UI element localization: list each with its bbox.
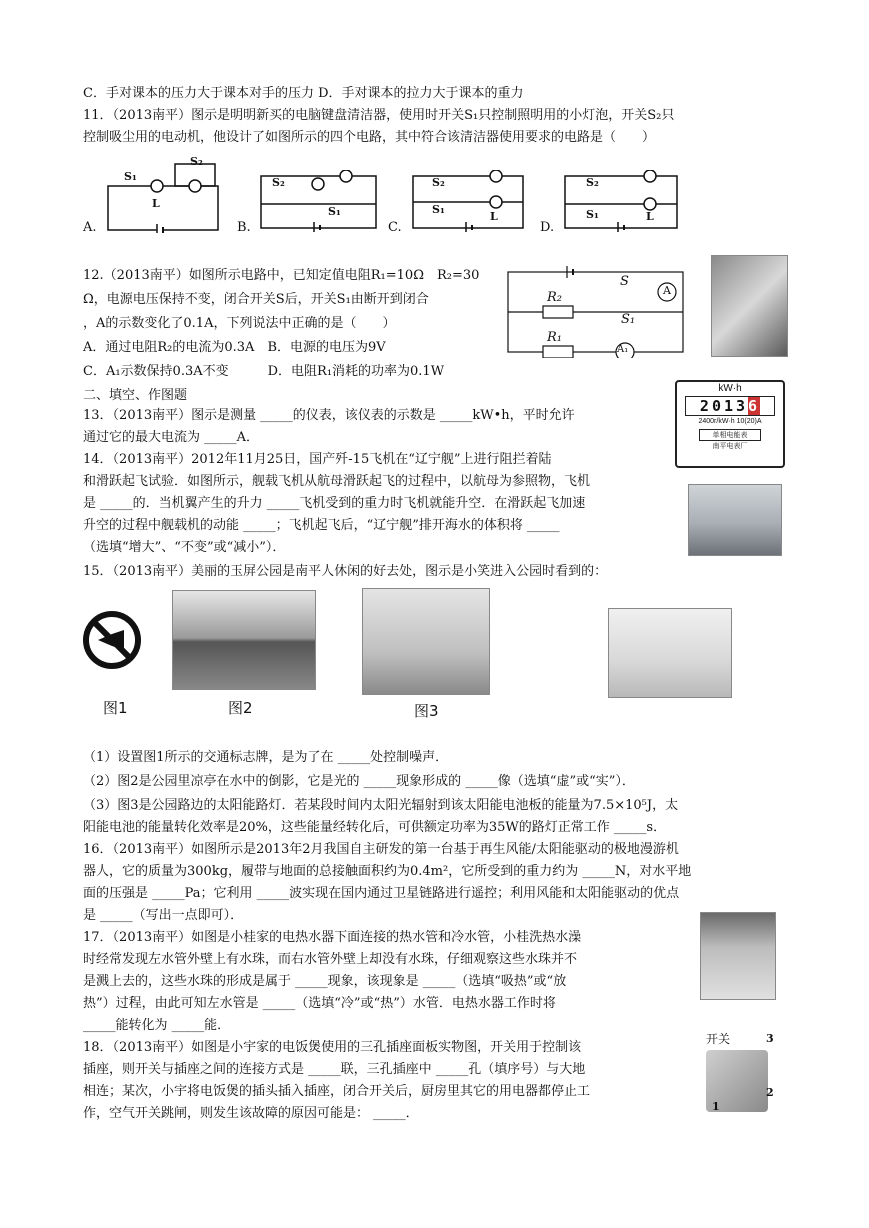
label-ammeter-a: A	[663, 284, 671, 297]
q12-line4: A．通过电阻R₂的电流为0.3A B．电源的电压为9V	[83, 340, 386, 355]
label-s1-a: S₁	[124, 170, 137, 183]
q14-line3: 是 _____的．当机翼产生的升力 _____飞机受到的重力时飞机就能升空．在滑跃起飞加速	[83, 496, 586, 511]
option-a-label: A.	[83, 220, 97, 235]
q14-line2: 和滑跃起飞试验．如图所示，舰载飞机从航母滑跃起飞的过程中，以航母为参照物，飞机	[83, 474, 591, 489]
label-s1-c: S₁	[432, 203, 445, 216]
q11-line1: 11．（2013南平）图示是明明新买的电脑键盘清洁器，使用时开关S₁只控制照明用的小灯泡，开关S₂只	[83, 108, 675, 123]
q15-sub3-line2: 阳能电池的能量转化效率是20%，这些能量经转化后，可供额定功率为35W的路灯正常工作 _____s．	[83, 820, 667, 835]
socket-panel	[696, 1030, 776, 1120]
q17-line2: 时经常发现左水管外壁上有水珠，而右水管外壁上却没有水珠，仔细观察这些水珠并不	[83, 952, 578, 967]
keyboard-cleaner-photo	[711, 255, 788, 357]
label-s: S	[620, 274, 629, 289]
label-ammeter-a1: A₁	[617, 344, 629, 355]
q15-sub2: （2）图2是公园里凉亭在水中的倒影，它是光的 _____现象形成的 _____像（选填“虚”或“实”）．	[83, 774, 635, 789]
q15-sub1: （1）设置图1所示的交通标志牌，是为了在 _____处控制噪声．	[83, 750, 449, 765]
aircraft-carrier-photo	[688, 484, 782, 556]
q17-line1: 17．（2013南平）如图是小桂家的电热水器下面连接的热水管和冷水管，小桂洗热水澡	[83, 930, 582, 945]
q12-circuit	[505, 262, 695, 358]
no-horn-sign	[82, 610, 142, 670]
figure-3-caption: 图3	[414, 702, 439, 720]
q14-line4: 升空的过程中舰载机的动能 _____；飞机起飞后，“辽宁舰”排开海水的体积将 _____	[83, 518, 560, 533]
option-c-label: C.	[388, 220, 402, 235]
q13-line1: 13．（2013南平）图示是测量 _____的仪表，该仪表的示数是 _____kW•h，平时允许	[83, 408, 575, 423]
q16-line2: 器人，它的质量为300kg，履带与地面的总接触面积约为0.4m²，它所受到的重力约为 _____N，对水平地	[83, 864, 692, 879]
q12-line3: ，A的示数变化了0.1A，下列说法中正确的是（ ）	[83, 316, 396, 331]
figure-1-caption: 图1	[103, 699, 128, 717]
label-s1-d: S₁	[586, 208, 599, 221]
label-r1: R₁	[547, 330, 562, 345]
socket-num-3: 3	[766, 1032, 774, 1045]
socket-num-2: 2	[766, 1086, 774, 1099]
q15-line: 15．（2013南平）美丽的玉屏公园是南平人休闲的好去处，图示是小笑进入公园时看到的：	[83, 564, 608, 579]
q14-line5: （选填“增大”、“不变”或“减小”）．	[83, 540, 286, 555]
option-c-d-line: C．手对课本的压力大于课本对手的压力 D．手对课本的拉力大于课本的重力	[83, 86, 524, 101]
label-s2-d: S₂	[586, 176, 599, 189]
q14-line1: 14．（2013南平）2012年11月25日，国产歼-15飞机在“辽宁舰”上进行阻拦着陆	[83, 452, 552, 467]
meter-caption1: 单相电能表	[699, 429, 761, 441]
q11-line2: 控制吸尘用的电动机，他设计了如图所示的四个电路，其中符合该清洁器使用要求的电路是（ ）	[83, 130, 656, 145]
socket-switch-label: 开关	[706, 1032, 731, 1046]
label-l-d: L	[646, 210, 654, 223]
q18-line1: 18．（2013南平）如图是小宇家的电饭煲使用的三孔插座面板实物图，开关用于控制该	[83, 1040, 582, 1055]
solar-street-lamp-photo	[362, 588, 490, 695]
q18-line2: 插座，则开关与插座之间的连接方式是 _____联，三孔插座中 _____孔（填序号）与大地	[83, 1062, 586, 1077]
polar-robot-photo	[608, 608, 732, 698]
label-s2-b: S₂	[272, 176, 285, 189]
q12-line1: 12.（2013南平）如图所示电路中，已知定值电阻R₁=10Ω R₂=30	[83, 268, 480, 283]
q18-line4: 作，空气开关跳闸，则发生该故障的原因可能是： _____．	[83, 1106, 419, 1121]
q17-line4: 热”）过程，由此可知左水管是 _____（选填“冷”或“热”）水管．电热水器工作时将	[83, 996, 556, 1011]
q16-line1: 16．（2013南平）如图所示是2013年2月我国自主研发的第一台基于再生风能/太阳能驱动的极地漫游机	[83, 842, 679, 857]
label-s2-a: S₂	[190, 155, 203, 168]
meter-last-digit: 6	[748, 397, 761, 415]
q12-line5: C．A₁示数保持0.3A不变 D．电阻R₁消耗的功率为0.1W	[83, 364, 445, 379]
circuit-a	[105, 158, 225, 233]
label-s1-b: S₁	[328, 205, 341, 218]
section-2-heading: 二、填空、作图题	[83, 388, 188, 403]
label-l-c: L	[490, 210, 498, 223]
label-l-a: L	[152, 197, 160, 210]
water-pipes-photo	[700, 912, 776, 1000]
label-s2-c: S₂	[432, 176, 445, 189]
label-s1-q12: S₁	[621, 312, 636, 327]
q17-line5: _____能转化为 _____能．	[83, 1018, 231, 1033]
q16-line3: 面的压强是 _____Pa；它利用 _____波实现在国内通过卫星链路进行遥控；利用风能和太阳能驱动的优点	[83, 886, 680, 901]
q15-sub3-line1: （3）图3是公园路边的太阳能路灯．若某段时间内太阳光辐射到该太阳能电池板的能量为7.5×10⁵J，太	[83, 798, 679, 813]
socket-num-1: 1	[712, 1100, 720, 1113]
option-d-label: D.	[540, 220, 555, 235]
option-b-label: B.	[237, 220, 251, 235]
meter-unit: kW·h	[718, 383, 742, 394]
circuit-d	[562, 170, 684, 232]
q18-line3: 相连；某次，小宇将电饭煲的插头插入插座，闭合开关后，厨房里其它的用电器都停止工	[83, 1084, 591, 1099]
q12-line2: Ω，电源电压保持不变，闭合开关S后，开关S₁由断开到闭合	[83, 292, 429, 307]
q13-line2: 通过它的最大电流为 _____A．	[83, 430, 260, 445]
pavilion-reflection-photo	[172, 590, 316, 690]
q17-line3: 是溅上去的，这些水珠的形成是属于 _____现象，该现象是 _____（选填“吸热”或“放	[83, 974, 567, 989]
circuit-c	[410, 170, 530, 232]
meter-caption2: 南平电表厂	[712, 442, 748, 450]
meter-reading: 2013	[699, 397, 749, 415]
meter-rating: 2400r/kW·h 10(20)A	[698, 418, 762, 425]
q16-line4: 是 _____（写出一点即可）．	[83, 908, 244, 923]
label-r2: R₂	[547, 290, 562, 305]
electric-meter	[675, 380, 785, 468]
figure-2-caption: 图2	[228, 699, 253, 717]
